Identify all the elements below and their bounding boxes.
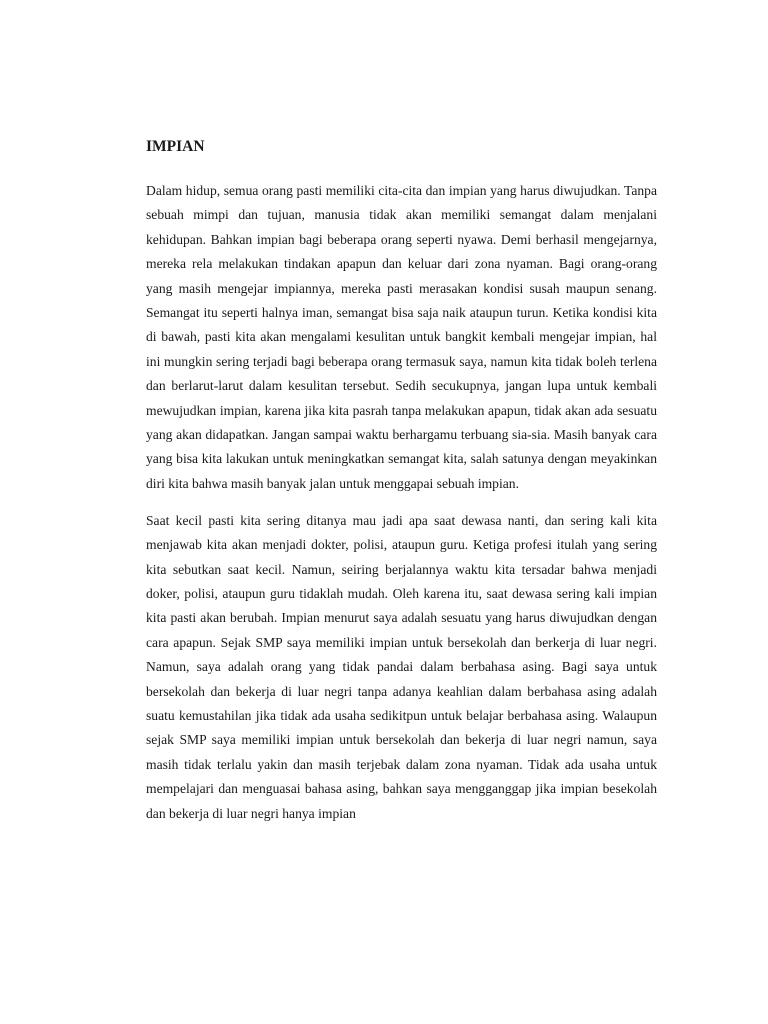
paragraph-1: Dalam hidup, semua orang pasti memiliki cita-cita dan impian yang harus diwujudkan. Tanpa sebuah mimpi dan tujuan, manusia tidak akan memiliki semangat dalam menjalani kehidupan. Bahkan impian bagi beberapa orang seperti nyawa. Demi berhasil mengejarnya, mereka rela melakukan tindakan apapun dan keluar dari zona nyaman. Bagi orang-orang yang masih mengejar impiannya, mereka pasti merasakan kondisi susah maupun senang. Semangat itu seperti halnya iman, semangat bisa saja naik ataupun turun. Ketika kondisi kita di bawah, pasti kita akan mengalami kesulitan untuk bangkit kembali mengejar impian, hal ini mungkin sering terjadi bagi beberapa orang termasuk saya, namun kita tidak boleh terlena dan berlarut-larut dalam kesulitan tersebut. Sedih secukupnya, jangan lupa untuk kembali mewujudkan impian, karena jika kita pasrah tanpa melakukan apapun, tidak akan ada sesuatu yang akan didapatkan. Jangan sampai waktu berhargamu terbuang sia-sia. Masih banyak cara yang bisa kita lakukan untuk meningkatkan semangat kita, salah satunya dengan meyakinkan diri kita bahwa masih banyak jalan untuk menggapai sebuah impian. [146,183,657,491]
document-title: IMPIAN [146,138,205,155]
document-body [146,137,657,839]
paragraph-2: Saat kecil pasti kita sering ditanya mau jadi apa saat dewasa nanti, dan sering kali kita menjawab kita akan menjadi dokter, polisi, ataupun guru. Ketiga profesi itulah yang sering kita sebutkan saat kecil. Namun, seiring berjalannya waktu kita tersadar bahwa menjadi doker, polisi, ataupun guru tidaklah mudah. Oleh karena itu, saat dewasa sering kali impian kita pasti akan berubah. Impian menurut saya adalah sesuatu yang harus diwujudkan dengan cara apapun. Sejak SMP saya memiliki impian untuk bersekolah dan berkerja di luar negri. Namun, saya adalah orang yang tidak pandai dalam berbahasa asing. Bagi saya untuk bersekolah dan bekerja di luar negri tanpa adanya keahlian dalam berbahasa asing adalah suatu kemustahilan jika tidak ada usaha sedikitpun untuk belajar berbahasa asing. Walaupun sejak SMP saya memiliki impian untuk bersekolah dan bekerja di luar negri namun, saya masih tidak terlalu yakin dan masih terjebak dalam zona nyaman. Tidak ada usaha untuk mempelajari dan menguasai bahasa asing, bahkan saya mengganggap jika impian besekolah dan bekerja di luar negri hanya impian [146,512,657,821]
